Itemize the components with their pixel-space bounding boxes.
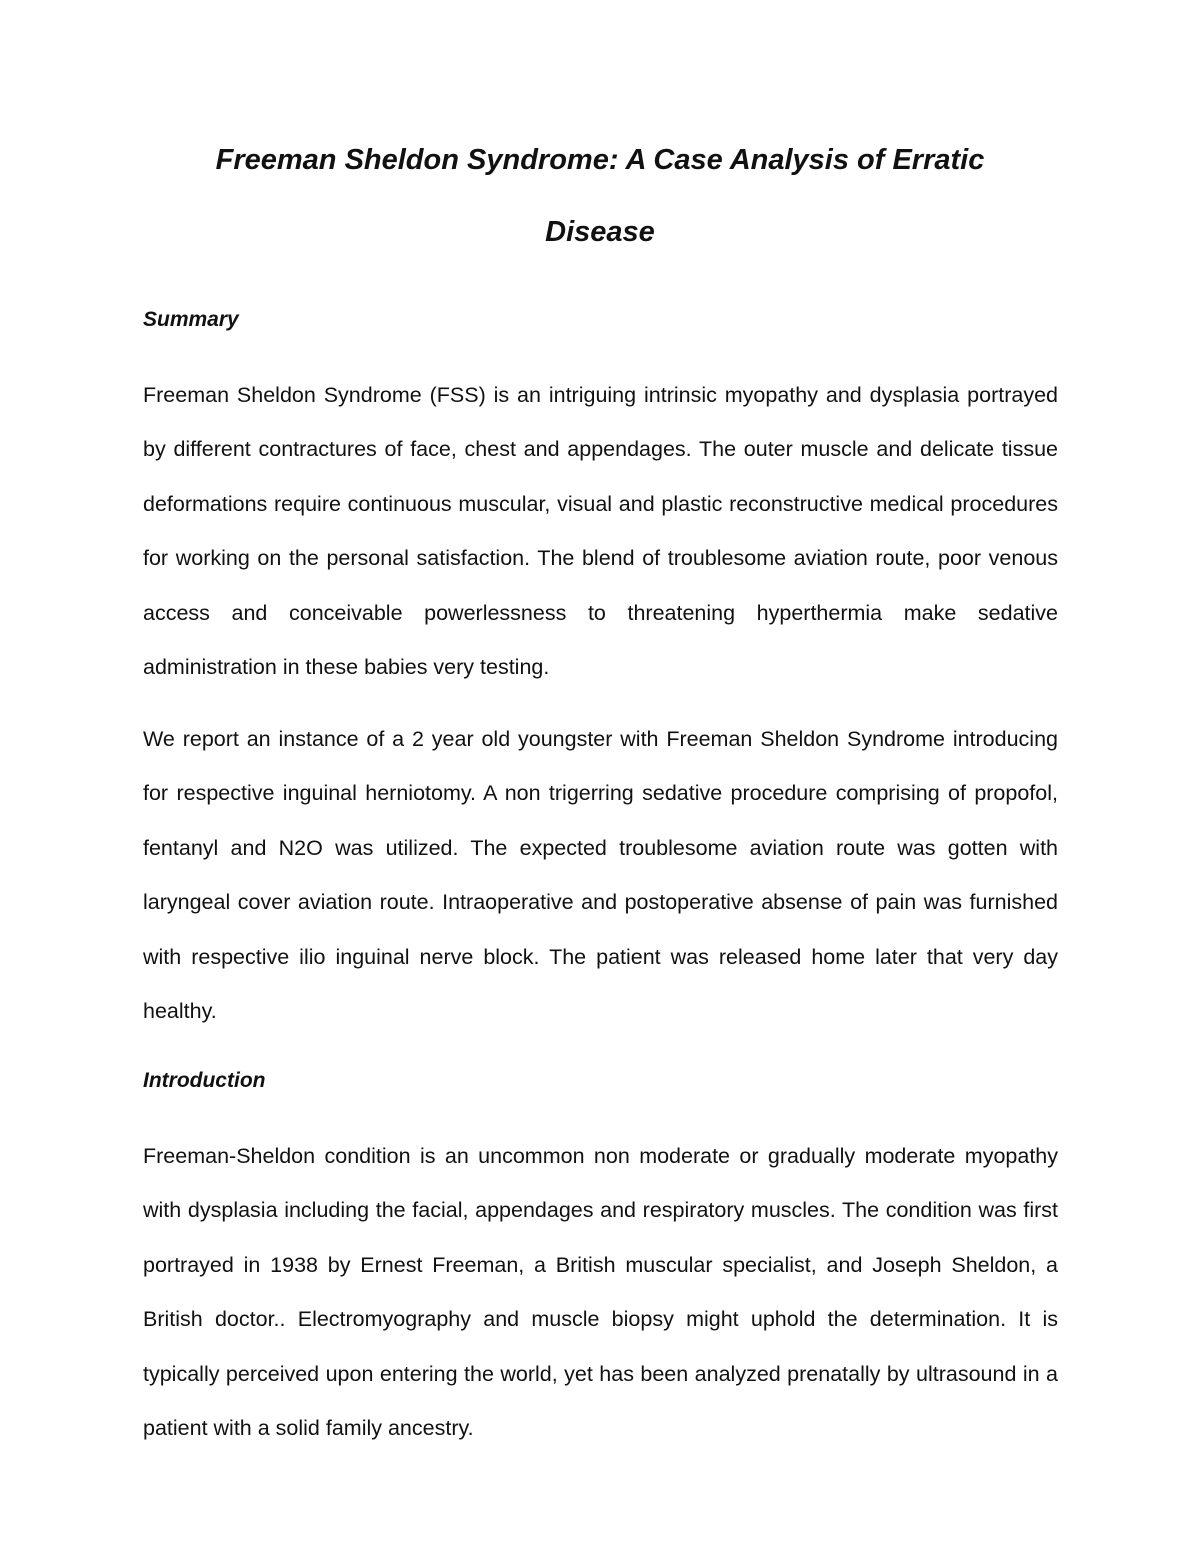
document-title <box>140 130 1060 256</box>
introduction-paragraph-1: Freeman-Sheldon condition is an uncommon non moderate or gradually moderate myopathy with dysplasia including the facial, appendages and respiratory muscles. The condition was first portrayed in 1938 by Ernest Freeman, a British muscular specialist, and Joseph Sheldon, a British doctor.. Electromyography and muscle biopsy might uphold the determination. It is typically perceived upon entering the world, yet has been analyzed prenatally by ultrasound in a patient with a solid family ancestry. <box>143 1144 1058 1441</box>
title-line-2: Disease <box>545 216 655 248</box>
summary-heading: Summary <box>143 308 239 331</box>
summary-paragraph-2: We report an instance of a 2 year old youngster with Freeman Sheldon Syndrome introducing for respective inguinal herniotomy. A non trigerring sedative procedure comprising of propofol, fentanyl and N2O was utilized. The expected troublesome aviation route was gotten with laryngeal cover aviation route. Intraoperative and postoperative absense of pain was furnished with respective ilio inguinal nerve block. The patient was released home later that very day healthy. <box>143 727 1058 1024</box>
summary-paragraph-1: Freeman Sheldon Syndrome (FSS) is an intriguing intrinsic myopathy and dysplasia portrayed by different contractures of face, chest and appendages. The outer muscle and delicate tissue deformations require continuous muscular, visual and plastic reconstructive medical procedures for working on the personal satisfaction. The blend of troublesome aviation route, poor venous access and conceivable powerlessness to threatening hyperthermia make sedative administration in these babies very testing. <box>143 383 1058 680</box>
title-line-1: Freeman Sheldon Syndrome: A Case Analysis of Erratic <box>215 144 985 176</box>
introduction-heading: Introduction <box>143 1069 266 1092</box>
